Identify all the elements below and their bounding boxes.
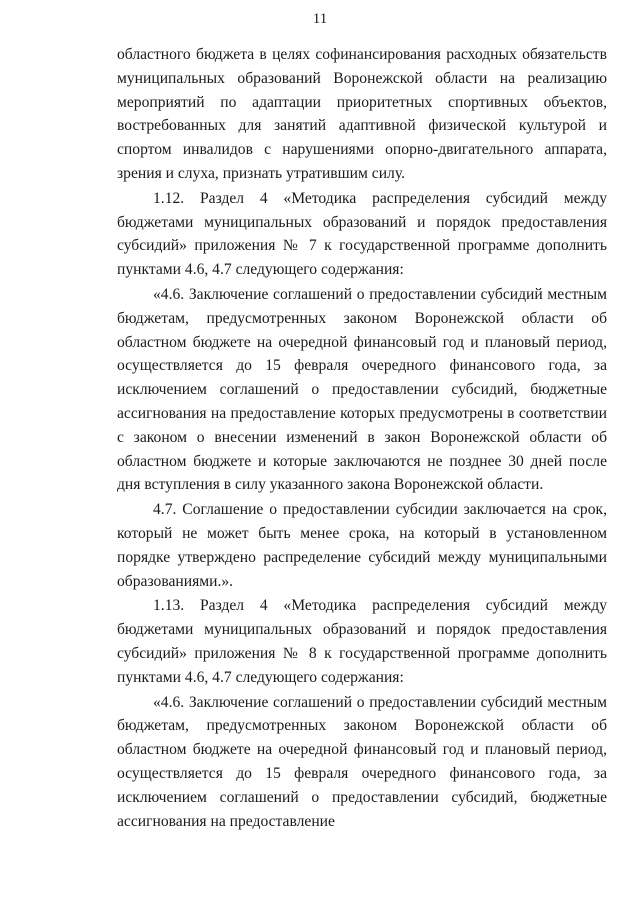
paragraph-item-4-6: «4.6. Заключение соглашений о предоставлении субсидий местным бюджетам, предусмотренных законом Воронежской области об областном бюджете на очередной финансовый год и плановый период, осуществляется до 15 февраля очередного финансового года, за исключением соглашений о предоставлении субсидий, бюджетные ассигнования на предоставление которых предусмотрены в соответствии с законом о внесении изменений в закон Воронежской области об областном бюджете и которые заключаются не позднее 30 дней после дня вступления в силу указанного закона Воронежской области.: [117, 285, 607, 494]
page-number: 11: [312, 11, 328, 27]
paragraph-continuation: областного бюджета в целях софинансирования расходных обязательств муниципальных образований Воронежской области на реализацию мероприятий по адаптации приоритетных спортивных объектов, востребованных для занятий адаптивной физической культурой и спортом инвалидов с нарушениями опорно-двигательного аппарата, зрения и слуха, признать утратившим силу.: [117, 46, 607, 182]
paragraph-item-4-7: 4.7. Соглашение о предоставлении субсидии заключается на срок, который не может быть менее срока, на который в установленном порядке утверждено распределение субсидий между муниципальными образованиями.».: [117, 501, 607, 590]
document-body: [117, 43, 607, 834]
paragraph-item-1-12: 1.12. Раздел 4 «Методика распределения субсидий между бюджетами муниципальных образований и порядок предоставления субсидий» приложения № 7 к государственной программе дополнить пунктами 4.6, 4.7 следующего содержания:: [117, 189, 607, 279]
paragraph-item-1-13: 1.13. Раздел 4 «Методика распределения субсидий между бюджетами муниципальных образований и порядок предоставления субсидий» приложения № 8 к государственной программе дополнить пунктами 4.6, 4.7 следующего содержания:: [117, 597, 607, 686]
paragraph-item-4-6-second: «4.6. Заключение соглашений о предоставлении субсидий местным бюджетам, предусмотренных законом Воронежской области об областном бюджете на очередной финансовый год и плановый период, осуществляется до 15 февраля очередного финансового года, за исключением соглашений о предоставлении субсидий, бюджетные ассигнования на предоставление: [117, 693, 607, 830]
